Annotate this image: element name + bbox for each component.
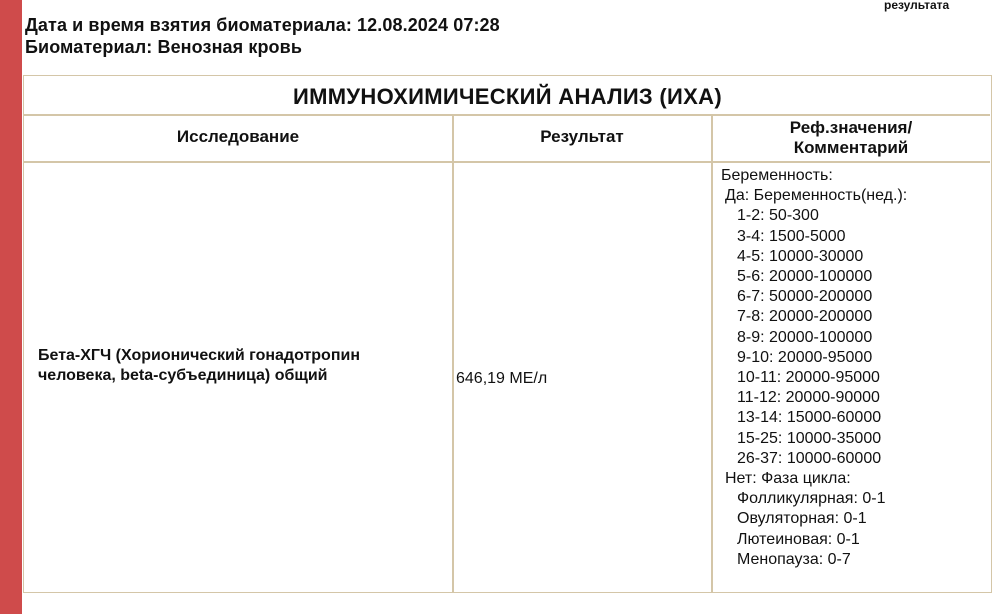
ref-week-range: 6-7: 50000-200000: [737, 288, 873, 306]
study-name: [38, 346, 360, 386]
ref-week-range: 1-2: 50-300: [737, 207, 819, 225]
ref-no-label: Нет: Фаза цикла:: [725, 470, 851, 488]
reference-values: [721, 166, 907, 570]
ref-week-range: 10-11: 20000-95000: [737, 369, 880, 387]
title-divider: [24, 114, 990, 116]
table-title: ИММУНОХИМИЧЕСКИЙ АНАЛИЗ (ИХА): [293, 84, 722, 109]
ref-yes-label: Да: Беременность(нед.):: [725, 187, 908, 205]
ref-week-range: 8-9: 20000-100000: [737, 328, 873, 346]
results-table: [23, 75, 992, 593]
column-divider-2: [711, 114, 713, 592]
column-header-study: Исследование: [176, 127, 300, 146]
ref-week-range: 3-4: 1500-5000: [737, 227, 846, 245]
ref-week-range: 5-6: 20000-100000: [737, 268, 873, 286]
ref-phase: Овуляторная: 0-1: [737, 510, 867, 528]
ref-week-range: 11-12: 20000-90000: [737, 389, 880, 407]
ref-week-range: 4-5: 10000-30000: [737, 247, 864, 265]
header-divider: [24, 161, 990, 163]
ref-week-range: 26-37: 10000-60000: [737, 449, 882, 467]
study-name-line2: человека, beta-субъединица) общий: [38, 367, 328, 384]
column-header-ref-line1: Реф.значения/: [789, 118, 913, 137]
column-header-ref-line2: Комментарий: [793, 138, 909, 157]
study-name-line1: Бета-ХГЧ (Хорионический гонадотропин: [38, 347, 360, 364]
ref-phase: Лютеиновая: 0-1: [737, 530, 860, 548]
corner-label: результата: [884, 0, 950, 12]
biomaterial: Биоматериал: Венозная кровь: [25, 37, 302, 57]
ref-week-range: 9-10: 20000-95000: [737, 348, 873, 366]
column-header-result: Результат: [540, 127, 624, 146]
ref-week-range: 7-8: 20000-200000: [737, 308, 873, 326]
ref-pregnancy-label: Беременность:: [721, 167, 833, 184]
ref-week-range: 15-25: 10000-35000: [737, 429, 882, 447]
sample-datetime: Дата и время взятия биоматериала: 12.08.2024 07:28: [25, 15, 500, 35]
ref-phase: Менопауза: 0-7: [737, 550, 851, 568]
side-strip: [0, 0, 22, 614]
column-header-ref: [712, 118, 990, 158]
column-divider-1: [452, 114, 454, 592]
ref-phase: Фолликулярная: 0-1: [737, 490, 886, 508]
ref-week-range: 13-14: 15000-60000: [737, 409, 882, 427]
result-value: 646,19 МЕ/л: [456, 370, 548, 387]
